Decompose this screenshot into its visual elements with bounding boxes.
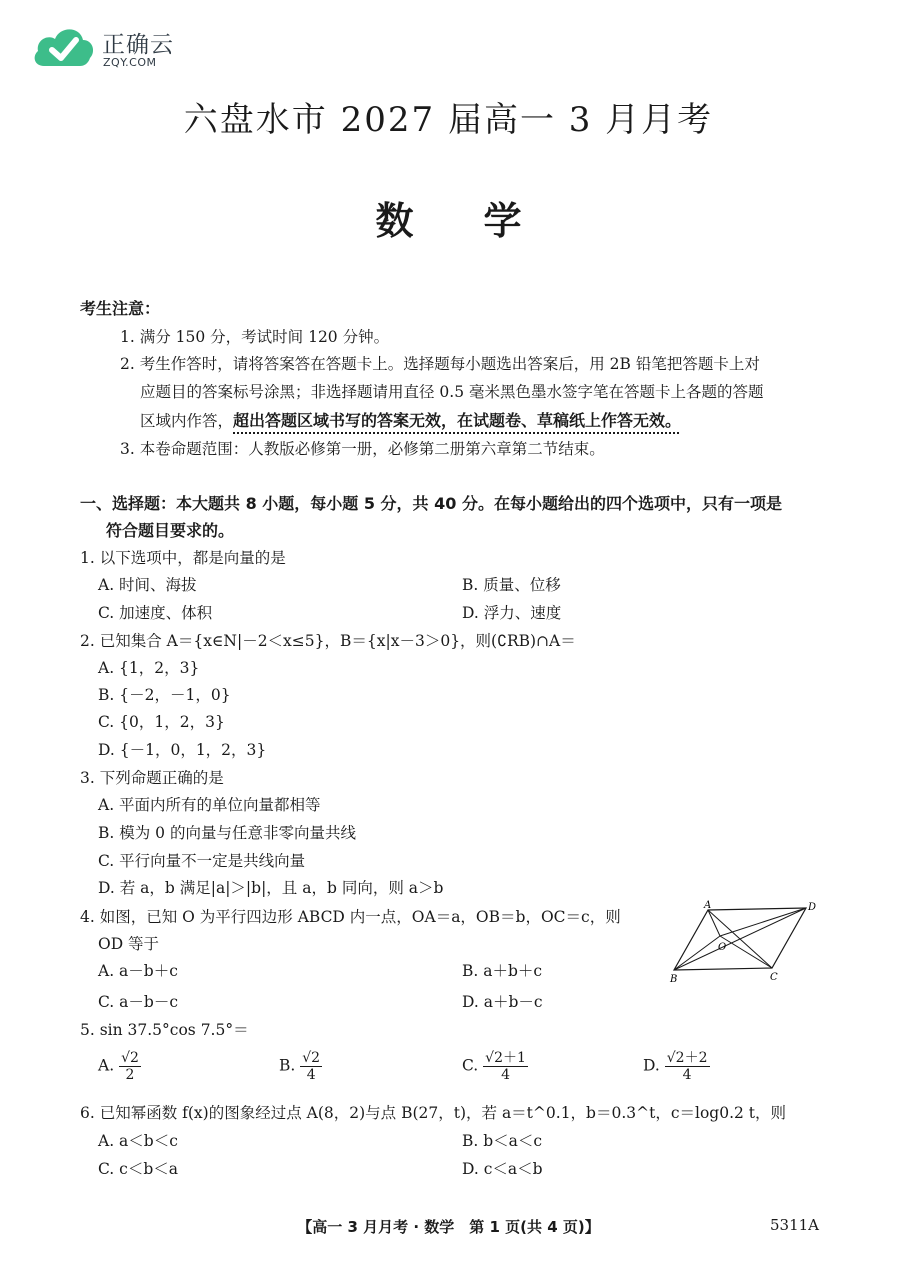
notice-item: 2. 考生作答时，请将答案答在答题卡上。选择题每小题选出答案后，用 2B 铅笔把答题卡上对 <box>120 355 760 373</box>
option: A. a－b＋c <box>98 962 178 980</box>
question-stem: 5. sin 37.5°cos 7.5°＝ <box>80 1021 249 1039</box>
option: A. a＜b＜c <box>98 1132 178 1150</box>
subject-title: 数学 <box>375 199 592 243</box>
vertex-label-a: A <box>704 900 712 911</box>
option-letter: C. <box>462 1056 479 1075</box>
option: B. b＜a＜c <box>462 1132 543 1150</box>
option: C. c＜b＜a <box>98 1160 179 1178</box>
option: A. 时间、海拔 <box>98 576 197 594</box>
fraction: $\frac{√2}{2}$ <box>121 1050 139 1083</box>
option: B. a＋b＋c <box>462 962 543 980</box>
notice-item <box>140 408 681 431</box>
section-heading-cont: 符合题目要求的。 <box>106 521 235 540</box>
option: D. 浮力、速度 <box>462 604 562 622</box>
notice-item: 应题目的答案标号涂黑；非选择题请用直径 0.5 毫米黑色墨水签字笔在答题卡上各题的答题 <box>140 383 764 401</box>
option: D. {－1，0，1，2，3} <box>98 741 267 759</box>
logo <box>30 22 190 78</box>
point-label-o: O <box>718 942 727 953</box>
notice-item: 1. 满分 150 分，考试时间 120 分钟。 <box>120 328 390 346</box>
vertex-label-b: B <box>670 974 678 985</box>
section-heading: 一、选择题：本大题共 8 小题，每小题 5 分，共 40 分。在每小题给出的四个选项中，只有一项是 <box>80 494 782 513</box>
option: A. {1，2，3} <box>98 659 200 677</box>
option: C. 加速度、体积 <box>98 604 213 622</box>
fraction: $\frac{√2+2}{4}$ <box>666 1050 708 1083</box>
option: C. 平行向量不一定是共线向量 <box>98 852 306 870</box>
notice-emphasis: 超出答题区域书写的答案无效，在试题卷、草稿纸上作答无效。 <box>233 411 682 430</box>
option <box>98 1050 141 1083</box>
cloud-check-icon <box>30 22 96 72</box>
option-letter: A. <box>98 1056 115 1075</box>
question-stem-cont: OD 等于 <box>98 935 160 953</box>
option: B. 模为 0 的向量与任意非零向量共线 <box>98 824 356 842</box>
option-letter: B. <box>279 1056 296 1075</box>
option: C. a－b－c <box>98 993 179 1011</box>
option: B. 质量、位移 <box>462 576 561 594</box>
question-stem: 1. 以下选项中，都是向量的是 <box>80 549 286 567</box>
option-letter: D. <box>643 1056 660 1075</box>
option: C. {0，1，2，3} <box>98 713 225 731</box>
vertex-label-c: C <box>770 972 778 983</box>
fraction: $\frac{√2+1}{4}$ <box>485 1050 526 1083</box>
notice-item-text: 区域内作答， <box>140 412 234 430</box>
notice-heading: 考生注意： <box>80 299 161 318</box>
option: B. {－2，－1，0} <box>98 686 231 704</box>
question-stem: 6. 已知幂函数 f(x)的图象经过点 A(8，2)与点 B(27，t)，若 a＝t^0.1，b＝0.3^t，c＝log0.2 t，则 <box>80 1104 787 1122</box>
option: A. 平面内所有的单位向量都相等 <box>98 796 321 814</box>
question-stem: 2. 已知集合 A＝{x∈N|－2＜x≤5}，B＝{x|x－3＞0}，则(∁RB)∩A＝ <box>80 632 576 650</box>
option <box>279 1050 322 1083</box>
option <box>462 1050 528 1083</box>
vertex-label-d: D <box>808 902 817 913</box>
notice-item: 3. 本卷命题范围：人教版必修第一册，必修第二册第六章第二节结束。 <box>120 440 605 458</box>
logo-text: 正确云 <box>102 32 174 58</box>
fraction: $\frac{√2}{4}$ <box>302 1050 321 1083</box>
logo-domain: ZQY.COM <box>103 56 157 69</box>
parallelogram-figure <box>668 900 828 990</box>
paper-code: 5311A <box>770 1216 820 1234</box>
option <box>643 1050 710 1083</box>
option: D. 若 a，b 满足|a|＞|b|，且 a，b 同向，则 a＞b <box>98 879 444 897</box>
option: D. c＜a＜b <box>462 1160 543 1178</box>
question-stem: 4. 如图，已知 O 为平行四边形 ABCD 内一点，OA＝a，OB＝b，OC＝c，则 <box>80 908 621 926</box>
question-stem: 3. 下列命题正确的是 <box>80 769 224 787</box>
exam-title: 六盘水市 2027 届高一 3 月月考 <box>183 100 714 140</box>
option: D. a＋b－c <box>462 993 543 1011</box>
page-footer: 【高一 3 月月考 · 数学 第 1 页(共 4 页)】 <box>297 1218 600 1236</box>
